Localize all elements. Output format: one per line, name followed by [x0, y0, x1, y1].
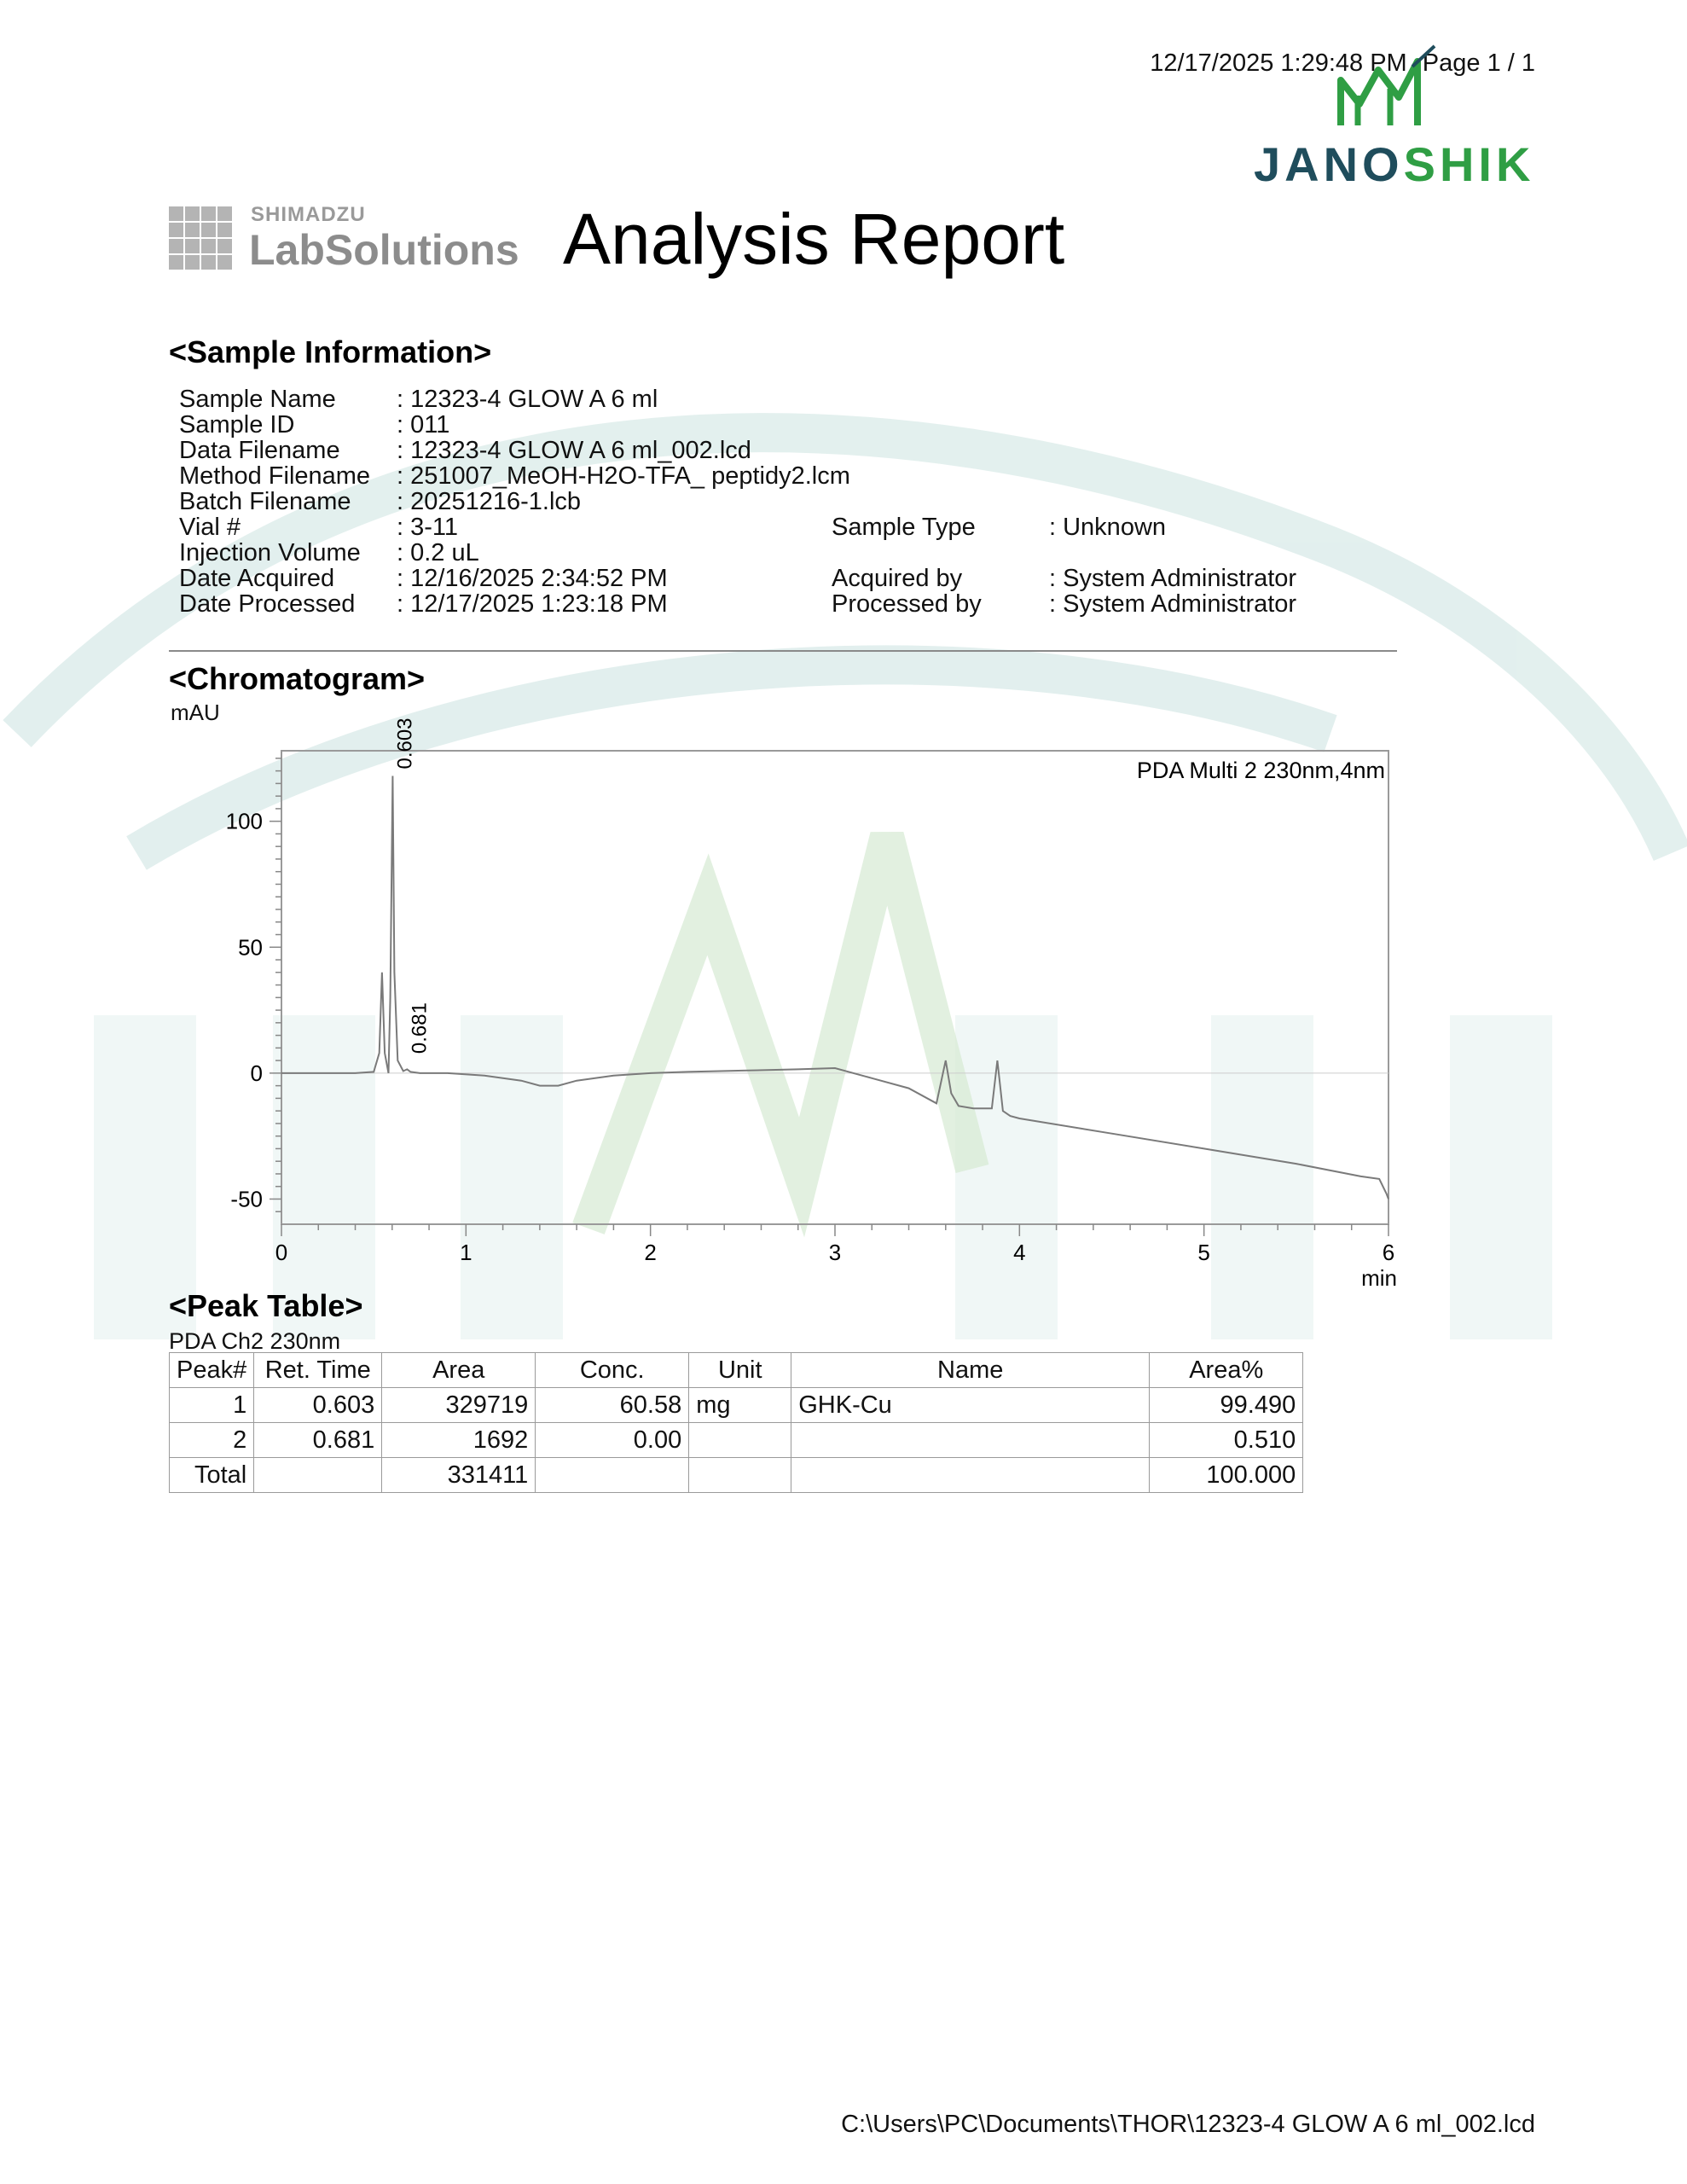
detector-label: PDA Multi 2 230nm,4nm — [1136, 758, 1385, 783]
x-tick-label: 2 — [644, 1240, 657, 1265]
sample-info-heading: <Sample Information> — [169, 334, 492, 369]
labsolutions-product: LabSolutions — [249, 226, 519, 274]
field-value: : 12/16/2025 2:34:52 PM — [397, 565, 668, 592]
total-area: 331411 — [382, 1458, 536, 1493]
janoshik-wordmark-a: JANO — [1254, 137, 1404, 191]
table-row — [170, 1388, 1303, 1423]
empty-cell — [791, 1458, 1150, 1493]
x-axis — [275, 1224, 1394, 1265]
field-label: Sample Name — [179, 386, 336, 413]
column-header: Area% — [1150, 1353, 1303, 1388]
peak-number: 2 — [170, 1423, 254, 1458]
field-value: : Unknown — [1049, 514, 1167, 541]
x-axis-unit: min — [1361, 1265, 1397, 1291]
y-tick-label: 0 — [250, 1060, 263, 1086]
column-header: Ret. Time — [254, 1353, 382, 1388]
x-tick-label: 4 — [1013, 1240, 1026, 1265]
footer-file-path: C:\Users\PC\Documents\THOR\12323-4 GLOW A 6 ml_002.lcd — [841, 2111, 1535, 2138]
concentration: 60.58 — [536, 1388, 689, 1423]
y-tick-label: 50 — [238, 934, 263, 961]
field-label: Data Filename — [179, 437, 340, 464]
field-value: : 3-11 — [397, 514, 459, 541]
field-value: : 011 — [397, 411, 450, 439]
retention-time: 0.603 — [254, 1388, 382, 1423]
column-header: Conc. — [536, 1353, 689, 1388]
field-value: : 251007_MeOH-H2O-TFA_ peptidy2.lcm — [397, 462, 850, 490]
x-tick-label: 5 — [1197, 1240, 1210, 1265]
labsolutions-brand: SHIMADZU — [251, 203, 366, 226]
field-label: Vial # — [179, 514, 241, 541]
empty-cell — [689, 1458, 791, 1493]
field-value: : 0.2 uL — [397, 539, 479, 566]
page-number: Page 1 / 1 — [1422, 49, 1535, 77]
field-label: Injection Volume — [179, 539, 361, 566]
x-tick-label: 1 — [460, 1240, 472, 1265]
empty-cell — [536, 1458, 689, 1493]
unit — [689, 1423, 791, 1458]
peak-table-channel: PDA Ch2 230nm — [169, 1328, 341, 1354]
concentration: 0.00 — [536, 1423, 689, 1458]
empty-cell — [254, 1458, 382, 1493]
column-header: Peak# — [170, 1353, 254, 1388]
unit: mg — [689, 1388, 791, 1423]
field-label: Sample ID — [179, 411, 295, 439]
chromatogram-trace — [281, 776, 1388, 1199]
field-label: Processed by — [832, 590, 982, 618]
field-value: : 12323-4 GLOW A 6 ml — [397, 386, 658, 413]
area-percent: 99.490 — [1150, 1388, 1303, 1423]
field-label: Method Filename — [179, 462, 371, 490]
x-tick-label: 6 — [1382, 1240, 1395, 1265]
retention-time: 0.681 — [254, 1423, 382, 1458]
peak-number: 1 — [170, 1388, 254, 1423]
chromatogram-heading: <Chromatogram> — [169, 661, 426, 696]
column-header: Area — [382, 1353, 536, 1388]
table-total-row — [170, 1458, 1303, 1493]
field-value: : System Administrator — [1049, 565, 1297, 592]
field-value: : System Administrator — [1049, 590, 1297, 618]
y-tick-label: -50 — [230, 1186, 263, 1212]
column-header: Unit — [689, 1353, 791, 1388]
peak-label: 0.603 — [393, 717, 417, 770]
peak-table-heading: <Peak Table> — [169, 1288, 363, 1323]
field-label: Sample Type — [832, 514, 976, 541]
table-header-row — [170, 1353, 1303, 1388]
y-axis — [226, 758, 281, 1212]
field-value: : 12323-4 GLOW A 6 ml_002.lcd — [397, 437, 751, 464]
total-label: Total — [170, 1458, 254, 1493]
y-axis-unit: mAU — [171, 700, 220, 725]
plot-frame — [281, 751, 1388, 1224]
compound-name — [791, 1423, 1150, 1458]
janoshik-wordmark-b: SHIK — [1403, 137, 1535, 191]
total-area-percent: 100.000 — [1150, 1458, 1303, 1493]
x-tick-label: 0 — [275, 1240, 288, 1265]
column-header: Name — [791, 1353, 1150, 1388]
peak-area: 329719 — [382, 1388, 536, 1423]
field-label: Batch Filename — [179, 488, 351, 515]
peak-table — [169, 1352, 1303, 1493]
y-tick-label: 100 — [225, 808, 263, 834]
peak-label: 0.681 — [408, 1002, 432, 1054]
x-tick-label: 3 — [828, 1240, 842, 1265]
field-value: : 20251216-1.lcb — [397, 488, 582, 515]
field-label: Date Processed — [179, 590, 356, 618]
table-row — [170, 1423, 1303, 1458]
page-title: Analysis Report — [563, 199, 1065, 279]
field-value: : 12/17/2025 1:23:18 PM — [397, 590, 668, 618]
field-label: Acquired by — [832, 565, 963, 592]
peak-area: 1692 — [382, 1423, 536, 1458]
field-label: Date Acquired — [179, 565, 335, 592]
compound-name: GHK-Cu — [791, 1388, 1150, 1423]
area-percent: 0.510 — [1150, 1423, 1303, 1458]
print-timestamp: 12/17/2025 1:29:48 PM — [1150, 49, 1407, 77]
